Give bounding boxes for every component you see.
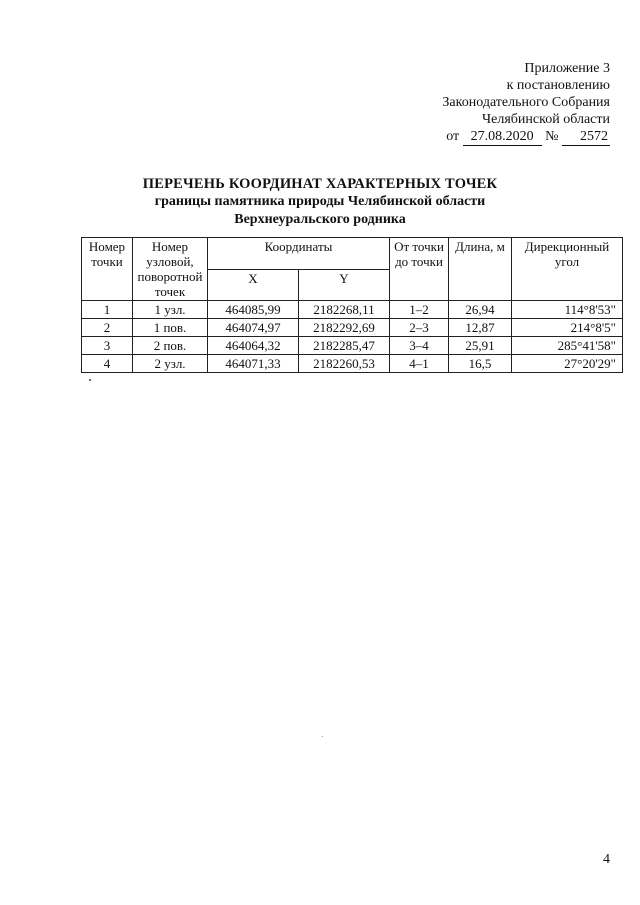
resolution-date: 27.08.2020 (463, 128, 542, 146)
scan-speck (322, 736, 323, 737)
cell-node: 1 узл. (133, 301, 208, 319)
cell-from-to: 4–1 (390, 355, 449, 373)
appendix-line: Приложение 3 (524, 61, 610, 76)
table-row (82, 301, 623, 319)
title-line-3: Верхнеуральского родника (234, 212, 406, 227)
cell-length: 25,91 (449, 337, 512, 355)
resolution-number: 2572 (562, 128, 610, 146)
cell-y: 2182260,53 (299, 355, 390, 373)
cell-node: 2 пов. (133, 337, 208, 355)
title-line-2: границы памятника природы Челябинской области (154, 194, 486, 209)
header-direction: Дирекционный угол (512, 238, 623, 301)
cell-point-number: 4 (82, 355, 133, 373)
header-x: X (208, 269, 299, 301)
cell-direction: 27°20'29" (512, 355, 623, 373)
coordinates-table (81, 237, 623, 373)
title-line-1: ПЕРЕЧЕНЬ КООРДИНАТ ХАРАКТЕРНЫХ ТОЧЕК (142, 176, 498, 192)
cell-x: 464074,97 (208, 319, 299, 337)
cell-from-to: 3–4 (390, 337, 449, 355)
region-line: Челябинской области (482, 112, 610, 127)
cell-from-to: 1–2 (390, 301, 449, 319)
number-prefix: № (545, 129, 559, 144)
scan-speck (89, 379, 91, 381)
cell-x: 464085,99 (208, 301, 299, 319)
cell-y: 2182292,69 (299, 319, 390, 337)
cell-node: 2 узл. (133, 355, 208, 373)
header-y: Y (299, 269, 390, 301)
cell-y: 2182268,11 (299, 301, 390, 319)
cell-length: 16,5 (449, 355, 512, 373)
cell-direction: 285°41'58" (512, 337, 623, 355)
table-row (82, 319, 623, 337)
document-title (0, 175, 640, 229)
cell-point-number: 3 (82, 337, 133, 355)
header-node-number: Номер узловой, поворотной точек (133, 238, 208, 301)
cell-x: 464064,32 (208, 337, 299, 355)
cell-point-number: 1 (82, 301, 133, 319)
page-number: 4 (603, 852, 610, 867)
assembly-line: Законодательного Собрания (442, 95, 610, 110)
table-row (82, 337, 623, 355)
header-point-number: Номер точки (82, 238, 133, 301)
cell-length: 12,87 (449, 319, 512, 337)
cell-direction: 214°8'5" (512, 319, 623, 337)
header-length: Длина, м (449, 238, 512, 301)
cell-length: 26,94 (449, 301, 512, 319)
header-coordinates: Координаты (208, 238, 390, 270)
resolution-line: к постановлению (506, 78, 610, 93)
cell-from-to: 2–3 (390, 319, 449, 337)
cell-y: 2182285,47 (299, 337, 390, 355)
cell-x: 464071,33 (208, 355, 299, 373)
cell-node: 1 пов. (133, 319, 208, 337)
table-row (82, 355, 623, 373)
cell-point-number: 2 (82, 319, 133, 337)
header-from-to: От точки до точки (390, 238, 449, 301)
cell-direction: 114°8'53" (512, 301, 623, 319)
appendix-header (442, 60, 610, 146)
from-prefix: от (446, 129, 460, 144)
date-number-line (442, 128, 610, 146)
